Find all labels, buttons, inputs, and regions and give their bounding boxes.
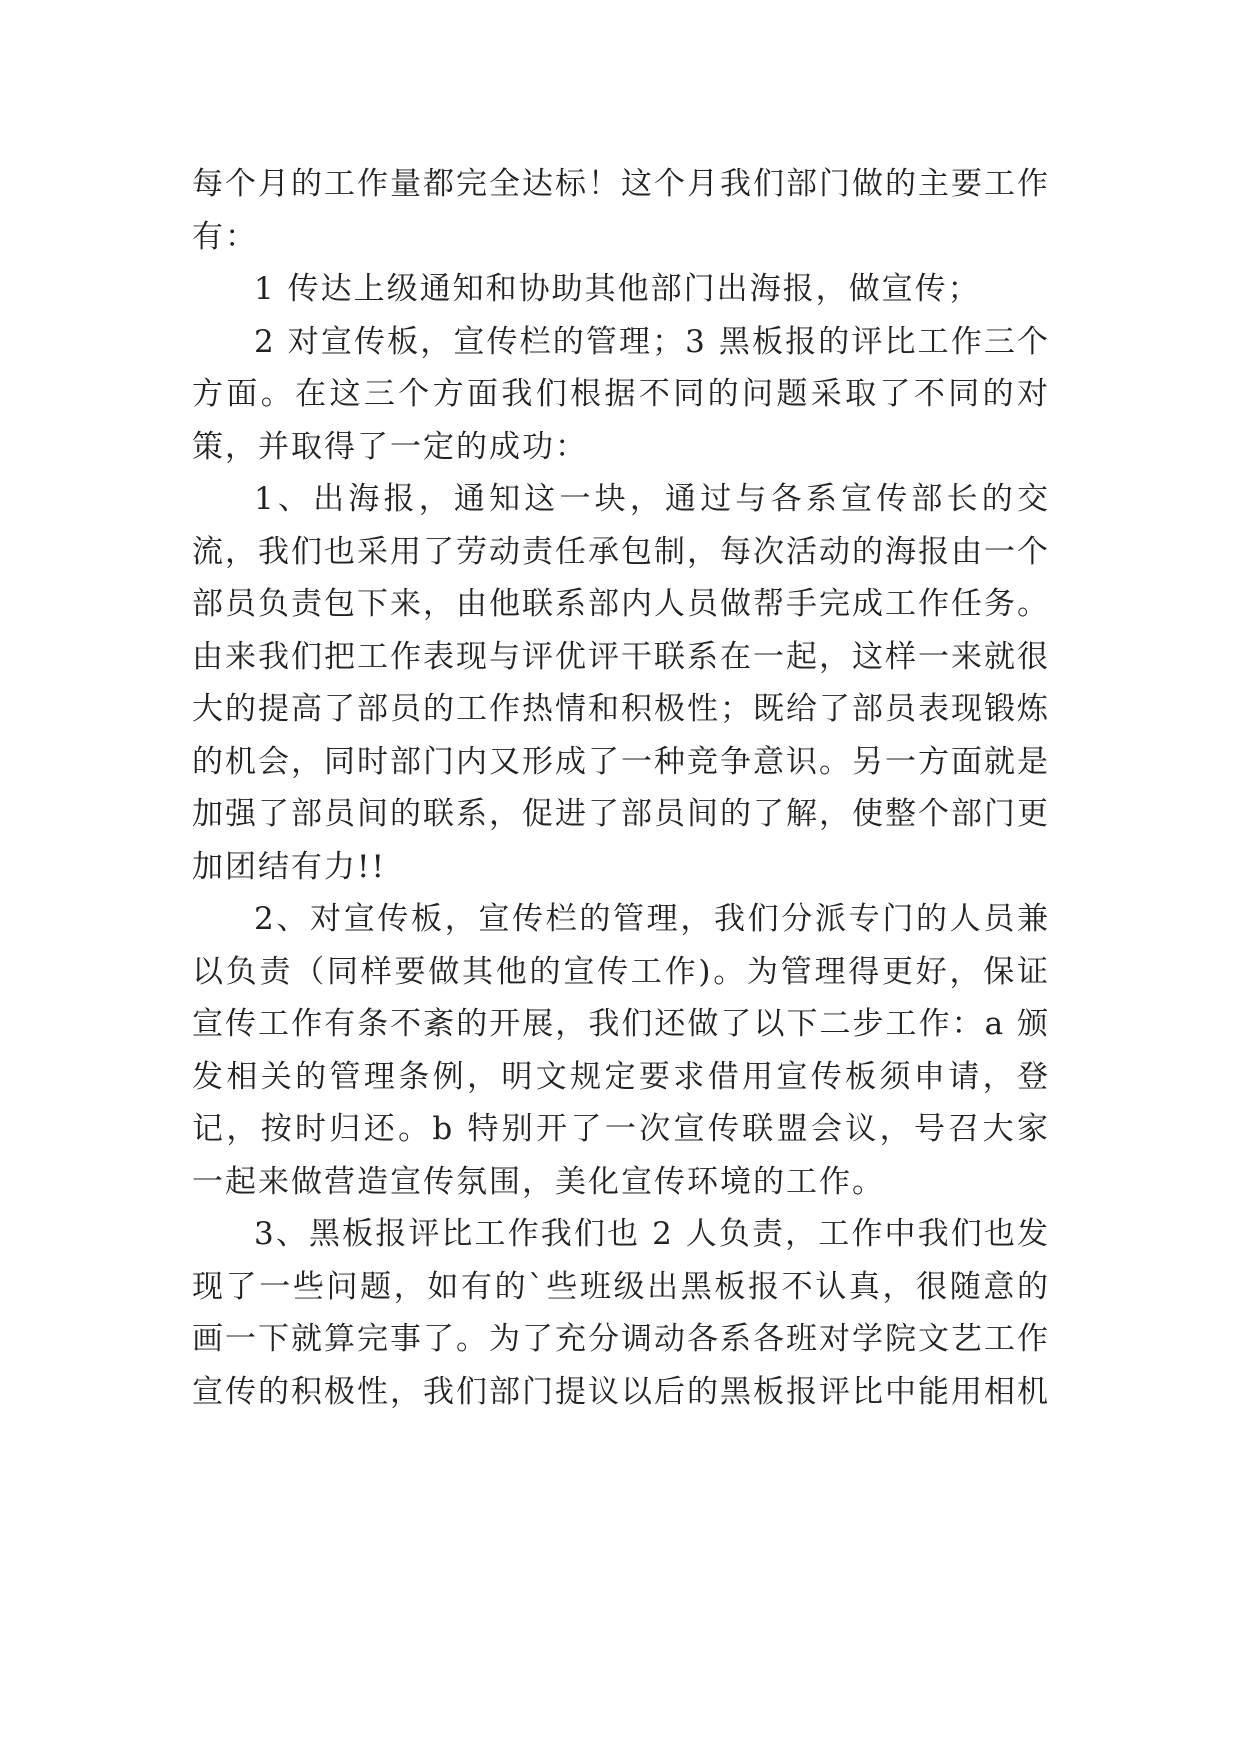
document-body	[192, 158, 1050, 1418]
paragraph-posters: 1、出海报，通知这一块，通过与各系宣传部长的交流，我们也采用了劳动责任承包制，每次活动的海报由一个部员负责包下来，由他联系部内人员做帮手完成工作任务。由来我们把工作表现与评优评干联系在一起，这样一来就很大的提高了部员的工作热情和积极性；既给了部员表现锻炼的机会，同时部门内又形成了一种竞争意识。另一方面就是加强了部员间的联系，促进了部员间的了解，使整个部门更加团结有力!!	[192, 481, 1050, 885]
paragraph-item-2-3: 2 对宣传板，宣传栏的管理；3 黑板报的评比工作三个方面。在这三个方面我们根据不同的问题采取了不同的对策，并取得了一定的成功：	[192, 323, 1050, 465]
paragraph-continuation: 每个月的工作量都完全达标！这个月我们部门做的主要工作有：	[192, 166, 1050, 255]
paragraph-boards: 2、对宣传板，宣传栏的管理，我们分派专门的人员兼以负责（同样要做其他的宣传工作)。为管理得更好，保证宣传工作有条不紊的开展，我们还做了以下二步工作：a 颁发相关的管理条例，明文规定要求借用宣传板须申请，登记，按时归还。b 特别开了一次宣传联盟会议，号召大家一起来做营造宣传氛围，美化宣传环境的工作。	[192, 901, 1050, 1200]
paragraph-blackboard: 3、黑板报评比工作我们也 2 人负责，工作中我们也发现了一些问题，如有的`些班级出黑板报不认真，很随意的画一下就算完事了。为了充分调动各系各班对学院文艺工作宣传的积极性，我们部门提议以后的黑板报评比中能用相机	[192, 1216, 1050, 1410]
paragraph-item-1: 1 传达上级通知和协助其他部门出海报，做宣传；	[254, 271, 981, 307]
